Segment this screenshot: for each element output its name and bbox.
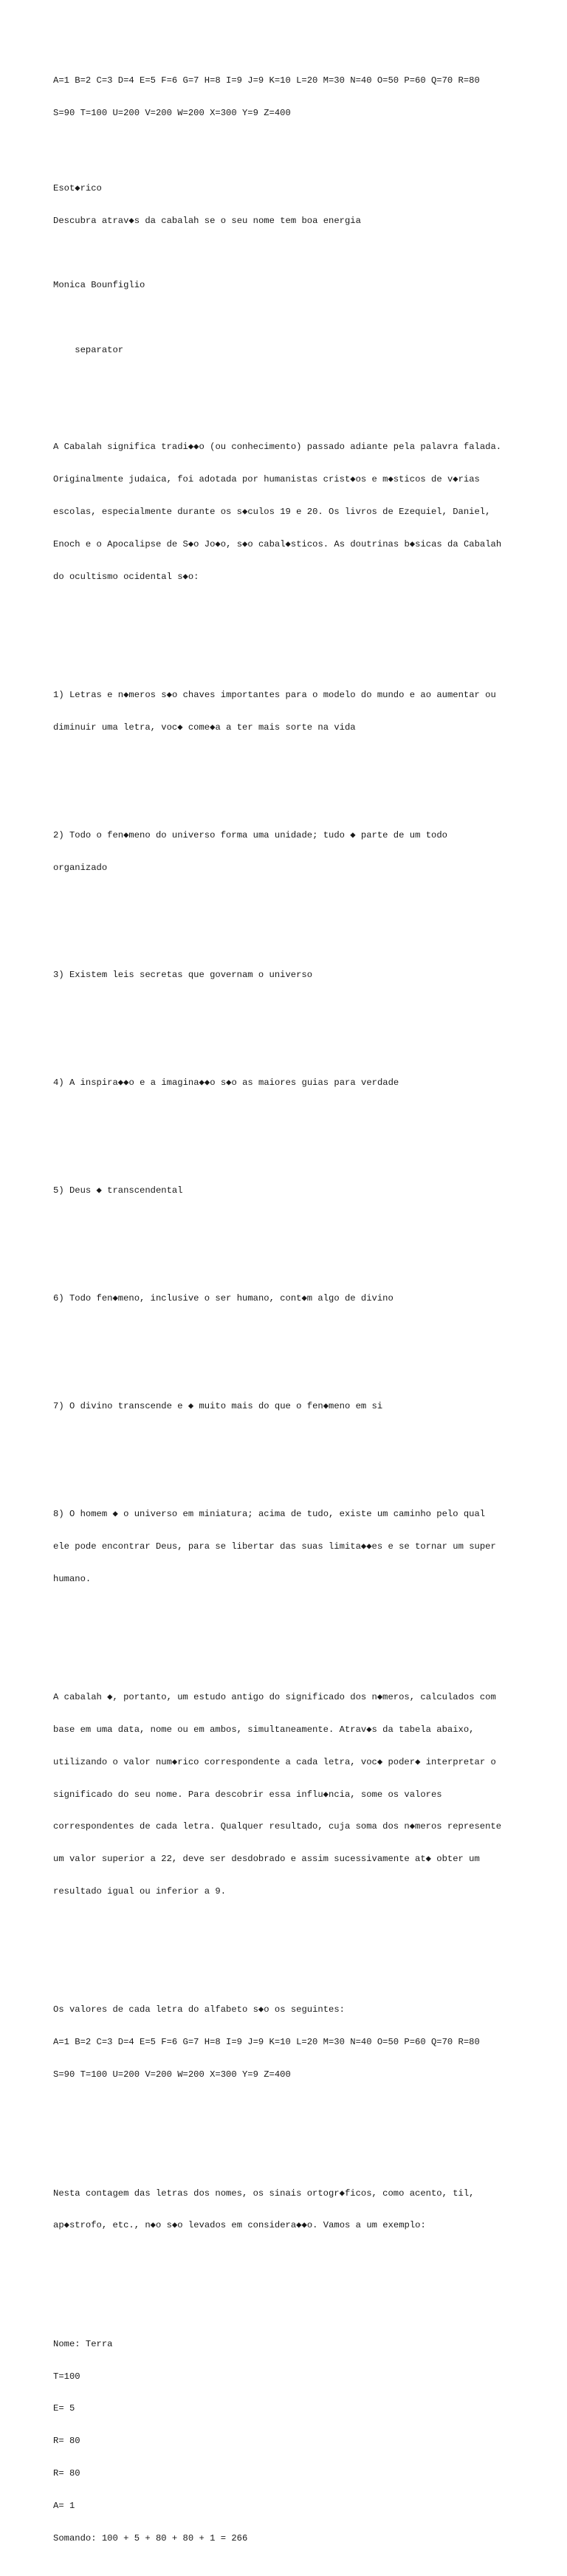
paragraph-line: um valor superior a 22, deve ser desdobrado e assim sucessivamente at◆ obter um — [53, 1854, 480, 1865]
article-title: Descubra atrav◆s da cabalah se o seu nome tem boa energia — [53, 215, 361, 226]
paragraph-line: humano. — [53, 1573, 92, 1584]
paragraph-line: A cabalah ◆, portanto, um estudo antigo do significado dos n◆meros, calculados com — [53, 1692, 496, 1703]
doctrine-item-5 — [53, 1164, 526, 1218]
paragraph-line: 1) Letras e n◆meros s◆o chaves importantes para o modelo do mundo e ao aumentar ou — [53, 690, 496, 701]
example-line: T=100 — [53, 2371, 80, 2382]
doctrine-item-2 — [53, 809, 526, 895]
paragraph-line: 7) O divino transcende e ◆ muito mais do que o fen◆meno em si — [53, 1401, 383, 1412]
doctrine-item-7 — [53, 1380, 526, 1433]
doctrine-item-6 — [53, 1272, 526, 1326]
doctrine-item-4 — [53, 1056, 526, 1110]
example-line: Nome: Terra — [53, 2338, 113, 2349]
paragraph-line: Originalmente judaica, foi adotada por humanistas crist◆os e m◆sticos de v◆rias — [53, 474, 480, 485]
paragraph-line: significado do seu nome. Para descobrir essa influ◆ncia, some os valores — [53, 1789, 442, 1800]
paragraph-line: do ocultismo ocidental s◆o: — [53, 571, 199, 582]
example-line: Somando: 100 + 5 + 80 + 80 + 1 = 266 — [53, 2532, 248, 2544]
paragraph-line: resultado igual ou inferior a 9. — [53, 1885, 227, 1897]
counting-note — [53, 2166, 526, 2253]
example-block — [53, 2318, 526, 2566]
paragraph-line: utilizando o valor num◆rico correspondente a cada letra, voc◆ poder◆ interpretar o — [53, 1756, 496, 1767]
paragraph-line: base em uma data, nome ou em ambos, simultaneamente. Atrav◆s da tabela abaixo, — [53, 1724, 475, 1736]
paragraph-line: ele pode encontrar Deus, para se libertar das suas limita◆◆es e se tornar um super — [53, 1541, 496, 1552]
paragraph-line: organizado — [53, 862, 108, 873]
paragraph-line: correspondentes de cada letra. Qualquer resultado, cuja soma dos n◆meros represente — [53, 1821, 502, 1832]
paragraph-line: 3) Existem leis secretas que governam o universo — [53, 970, 313, 981]
paragraph-line: 8) O homem ◆ o universo em miniatura; acima de tudo, existe um caminho pelo qual — [53, 1509, 486, 1520]
paragraph-line: 5) Deus ◆ transcendental — [53, 1185, 183, 1196]
values-intro: Os valores de cada letra do alfabeto s◆o os seguintes: — [53, 2004, 345, 2015]
doctrine-item-3 — [53, 948, 526, 1002]
paragraph-line: 4) A inspira◆◆o e a imagina◆◆o s◆o as maiores guias para verdade — [53, 1078, 399, 1089]
separator-text: separator — [53, 345, 124, 356]
example-line: A= 1 — [53, 2500, 75, 2511]
example-line: E= 5 — [53, 2403, 75, 2414]
values-section — [53, 1983, 526, 2102]
paragraph-line: Enoch e o Apocalipse de S◆o Jo◆o, s◆o cabal◆sticos. As doutrinas b◆sicas da Cabalah — [53, 538, 502, 549]
paragraph-line: 6) Todo fen◆meno, inclusive o ser humano, cont◆m algo de divino — [53, 1293, 394, 1304]
intro-paragraph — [53, 420, 526, 603]
example-line: R= 80 — [53, 2436, 80, 2447]
paragraph-line: diminuir uma letra, voc◆ come◆a a ter mais sorte na vida — [53, 722, 356, 733]
category-label: Esot◆rico — [53, 183, 102, 194]
paragraph-line: 2) Todo o fen◆meno do universo forma uma unidade; tudo ◆ parte de um todo — [53, 829, 447, 840]
alphabet-table-line: A=1 B=2 C=3 D=4 E=5 F=6 G=7 H=8 I=9 J=9 K=10 L=20 M=30 N=40 O=50 P=60 Q=70 R=80 — [53, 2037, 480, 2048]
paragraph-line: A Cabalah significa tradi◆◆o (ou conhecimento) passado adiante pela palavra falada. — [53, 442, 502, 453]
author-name: Monica Bounfiglio — [53, 280, 145, 291]
alphabet-table-line: S=90 T=100 U=200 V=200 W=200 X=300 Y=9 Z=400 — [53, 107, 291, 118]
doctrine-item-1 — [53, 668, 526, 755]
paragraph-line: Nesta contagem das letras dos nomes, os sinais ortogr◆ficos, como acento, til, — [53, 2188, 475, 2199]
example-line: R= 80 — [53, 2468, 80, 2479]
alphabet-table-line: S=90 T=100 U=200 V=200 W=200 X=300 Y=9 Z=400 — [53, 2069, 291, 2080]
document-page — [53, 54, 526, 2576]
paragraph-line: ap◆strofo, etc., n◆o s◆o levados em considera◆◆o. Vamos a um exemplo: — [53, 2220, 426, 2231]
alphabet-table-line: A=1 B=2 C=3 D=4 E=5 F=6 G=7 H=8 I=9 J=9 K=10 L=20 M=30 N=40 O=50 P=60 Q=70 R=80 — [53, 75, 480, 86]
explanation-paragraph — [53, 1671, 526, 1919]
paragraph-line: escolas, especialmente durante os s◆culos 19 e 20. Os livros de Ezequiel, Daniel, — [53, 506, 491, 517]
doctrine-item-8 — [53, 1487, 526, 1606]
